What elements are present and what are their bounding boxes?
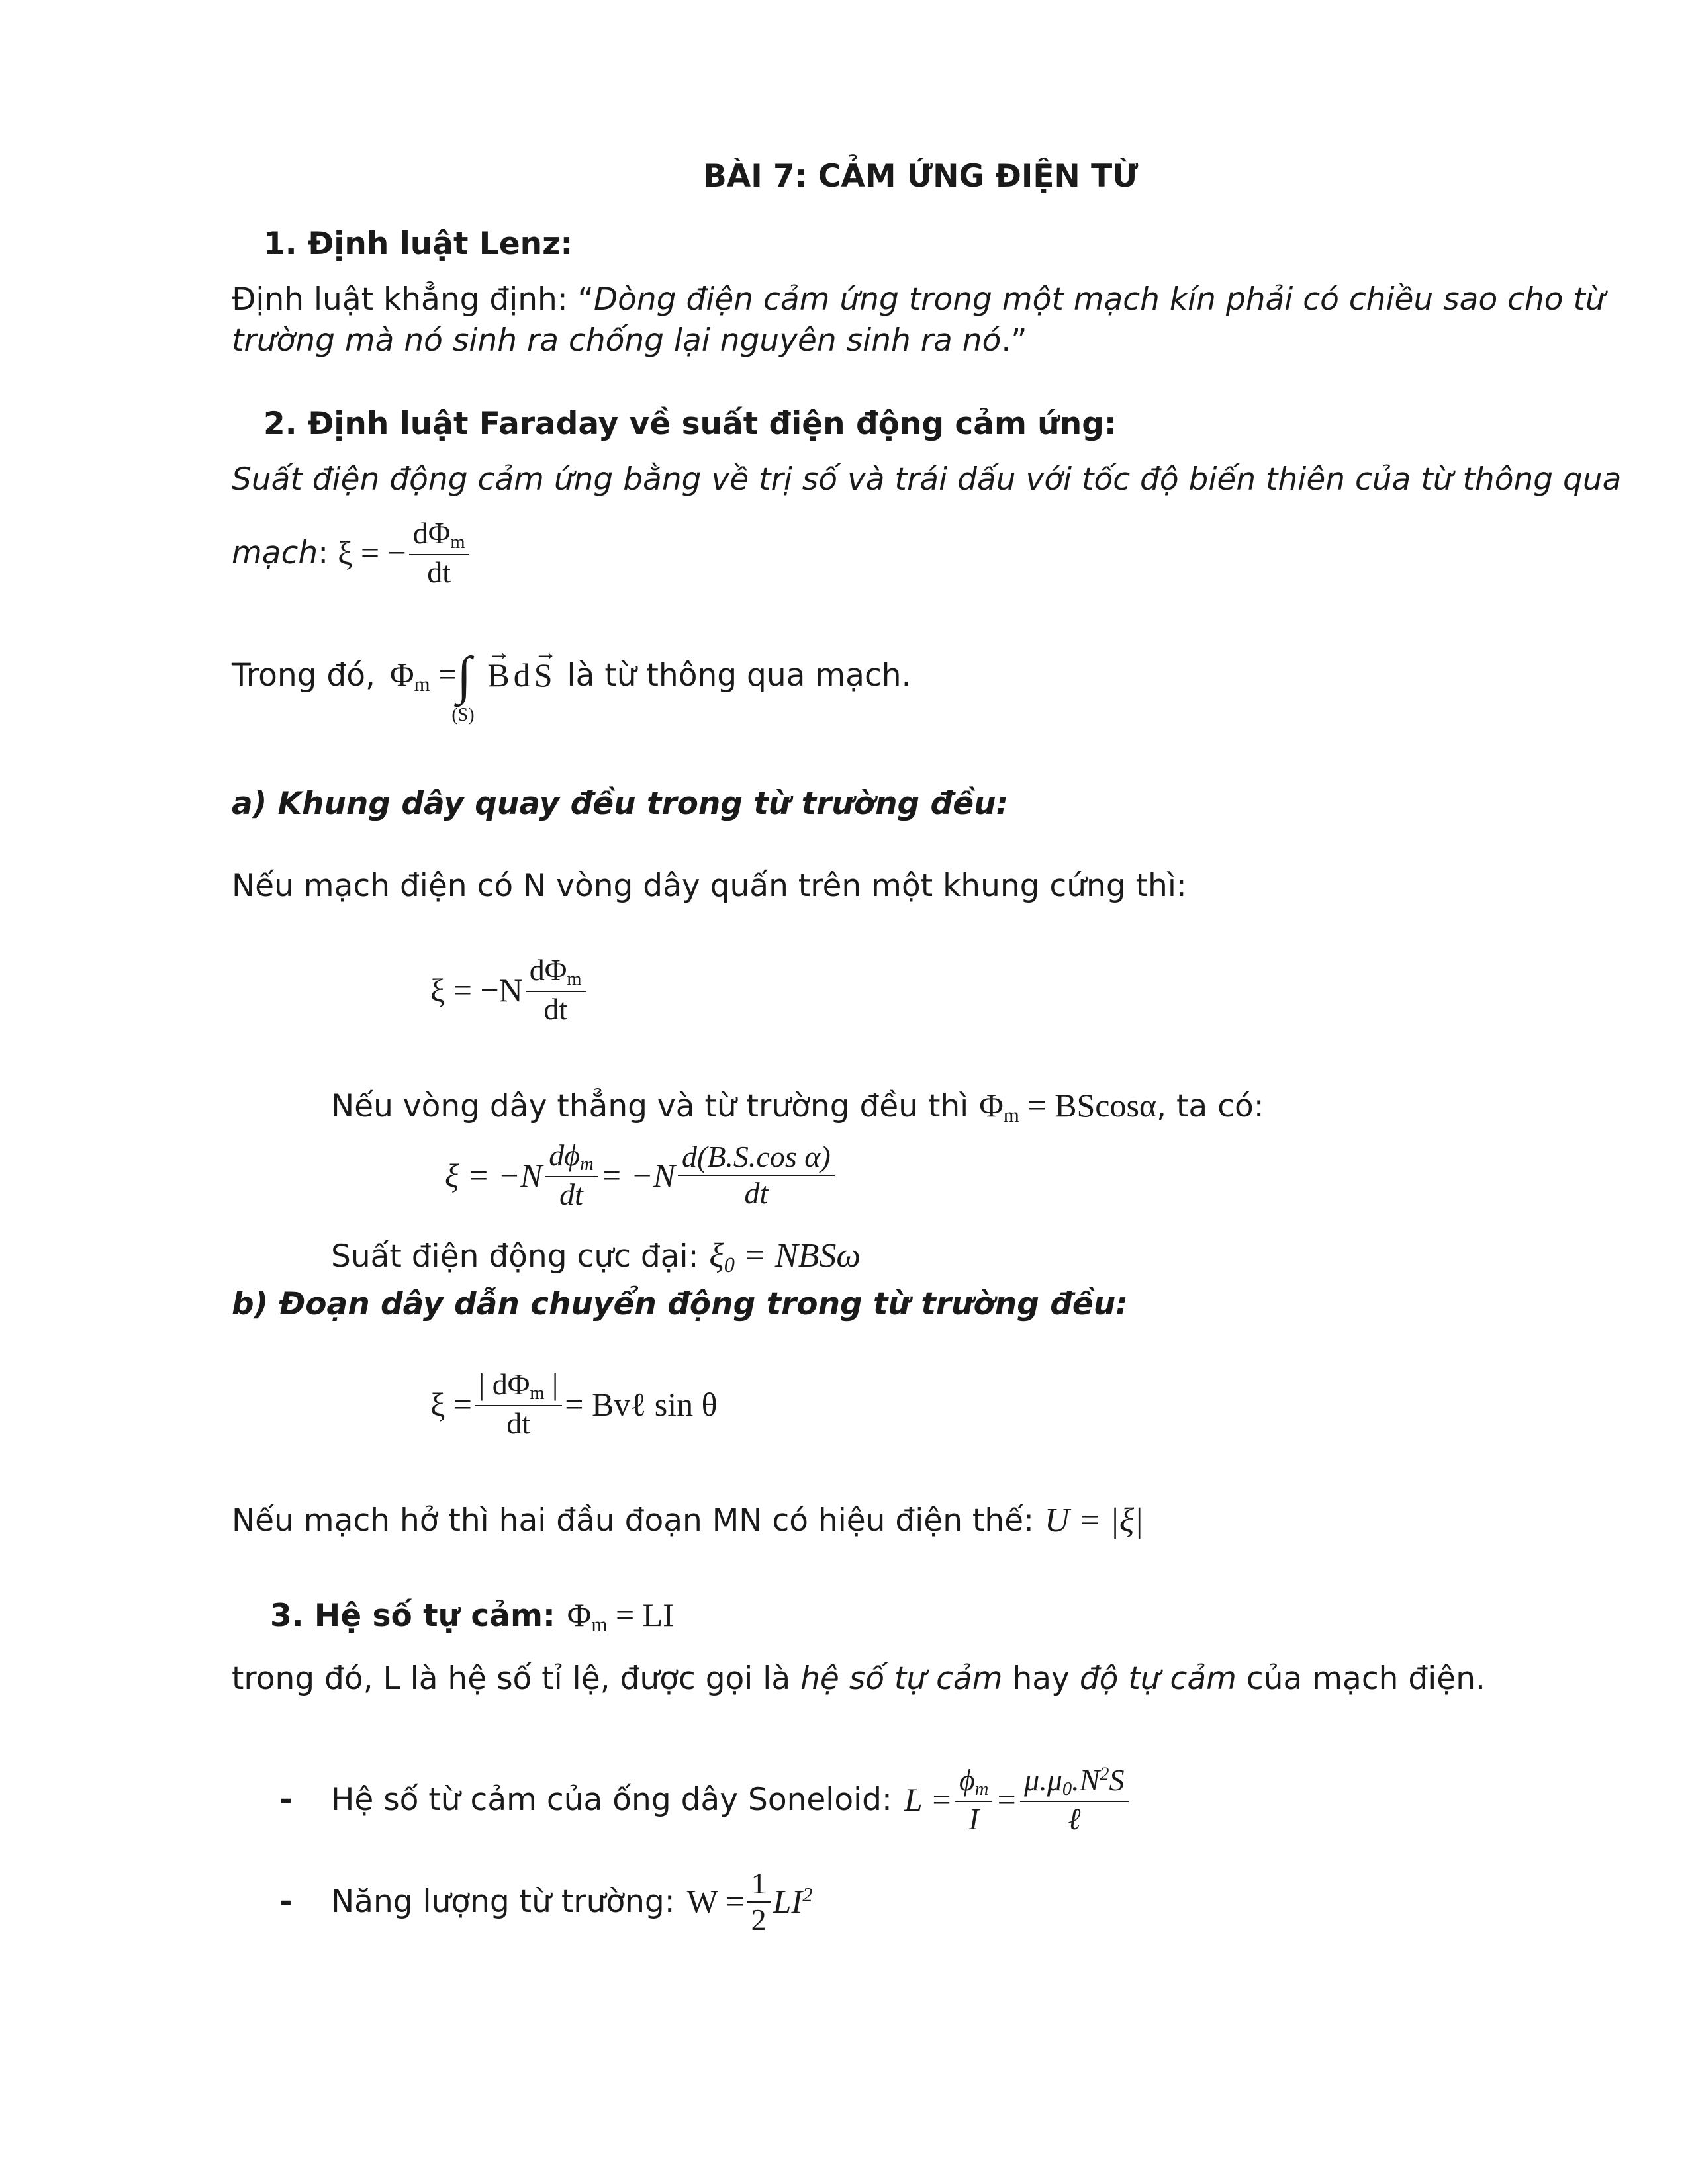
flat-coil-line	[331, 1087, 1264, 1126]
emf-denominator: dt	[427, 555, 451, 589]
eq3-fraction: $\frac{| d\Phi_m |}{dt}$	[475, 1367, 562, 1441]
section-2-heading: 2. Định luật Faraday về suất điện động cảm ứng:	[263, 406, 1117, 442]
bullet-solenoid: - Hệ số từ cảm của ống dây Soneloid: L = $\frac{\phi_m}{I}$ = $\frac{\mu.\mu_0.N^2S}{\text{ℓ}}$	[279, 1763, 1131, 1837]
section-3-heading-line	[270, 1596, 674, 1636]
eq3-rhs: = Bvℓ sin θ	[565, 1385, 718, 1423]
eq3-lhs: ξ =	[430, 1385, 472, 1423]
equation-emf-coil	[430, 953, 588, 1027]
faraday-formula-line	[232, 516, 472, 590]
max-emf-label: Suất điện động cực đại:	[331, 1238, 699, 1275]
eq2-fraction-1: $\frac{d\phi_m}{dt}$	[545, 1138, 597, 1212]
integral-limit: (S)	[451, 705, 475, 725]
flux-lhs: $\Phi_m$ =	[389, 655, 457, 696]
lenz-prefix: Định luật khẳng định: “	[232, 281, 594, 318]
section-a-intro: Nếu mạch điện có N vòng dây quấn trên một khung cứng thì:	[232, 868, 1187, 904]
solenoid-label: Hệ số từ cảm của ống dây Soneloid:	[331, 1781, 892, 1818]
eq1-lhs: ξ = −N	[430, 971, 523, 1009]
emf-numerator-sub: m	[450, 532, 465, 553]
max-emf-formula: $\xi_0 = NBS\omega$	[709, 1237, 861, 1277]
flux-suffix: là từ thông qua mạch.	[567, 657, 912, 694]
lenz-quote-line2: trường mà nó sinh ra chống lại nguyên sinh ra nó	[232, 322, 1002, 359]
open-circuit-formula: U = |ξ|	[1044, 1502, 1144, 1539]
open-circuit-text: Nếu mạch hở thì hai đầu đoạn MN có hiệu điện thế:	[232, 1502, 1034, 1539]
eq2-mid: = −N	[600, 1156, 675, 1194]
colon: :	[318, 534, 329, 571]
lenz-statement-line2	[232, 323, 1027, 359]
lenz-quote-line1: Dòng điện cảm ứng trong một mạch kín phải có chiều sao cho từ	[593, 281, 1605, 318]
term-self-inductance-coefficient: hệ số tự cảm	[800, 1661, 1003, 1697]
section-a-heading: a) Khung dây quay đều trong từ trường đều:	[232, 786, 1009, 822]
flux-integrand: → B d→ S	[487, 657, 552, 695]
inductance-formula: $\Phi_m$ = LI	[567, 1596, 674, 1636]
energy-fraction: $\frac{1}{2}$	[747, 1866, 771, 1938]
open-circuit-line	[232, 1501, 1143, 1541]
solenoid-fraction-2: $\frac{\mu.\mu_0.N^2S}{\text{ℓ}}$	[1020, 1763, 1128, 1837]
energy-rhs: $LI^2$	[773, 1883, 813, 1921]
flat-coil-prefix: Nếu vòng dây thẳng và từ trường đều thì	[331, 1088, 969, 1125]
page-title: BÀI 7: CẢM ỨNG ĐIỆN TỪ	[703, 158, 1139, 195]
flat-flux-formula: $\Phi_m = BScos\alpha$	[979, 1087, 1157, 1126]
section-b-heading: b) Đoạn dây dẫn chuyển động trong từ trường đều:	[232, 1286, 1128, 1322]
energy-label: Năng lượng từ trường:	[331, 1883, 675, 1920]
inductance-definition: trong đó, L là hệ số tỉ lệ, được gọi là hệ số tự cảm hay độ tự cảm của mạch điện.	[232, 1661, 1485, 1697]
flat-coil-suffix: , ta có:	[1156, 1088, 1264, 1125]
eq2-lhs: ξ = −N	[445, 1156, 543, 1194]
solenoid-fraction-1: $\frac{\phi_m}{I}$	[955, 1763, 992, 1837]
lenz-statement-line1	[232, 282, 1605, 318]
emf-lhs: ξ = −	[338, 534, 406, 572]
max-emf-line	[331, 1236, 861, 1277]
energy-lhs: W =	[686, 1883, 745, 1921]
bullet-dash: -	[279, 1781, 293, 1818]
eq1-fraction: $\frac{d\Phi_m}{dt}$	[526, 953, 586, 1027]
faraday-statement-line1: Suất điện động cảm ứng bằng về trị số và trái dấu với tốc độ biến thiên của từ thông qua	[232, 461, 1622, 498]
emf-fraction	[409, 516, 469, 590]
integral-sign: ∫ (S)	[451, 647, 475, 725]
section-3-heading: 3. Hệ số tự cảm:	[270, 1598, 555, 1635]
eq2-fraction-2: $\frac{\text{d(B.S.cos α)}}{dt}$	[678, 1140, 835, 1211]
bullet-energy	[279, 1866, 813, 1938]
solenoid-lhs: L =	[904, 1781, 953, 1819]
section-1-heading: 1. Định luật Lenz:	[263, 226, 573, 262]
term-self-inductance: độ tự cảm	[1079, 1661, 1237, 1697]
flux-prefix: Trong đó,	[232, 657, 375, 694]
bullet-dash: -	[279, 1883, 293, 1920]
emf-numerator: dΦ	[412, 516, 451, 550]
flux-definition-line	[232, 647, 912, 725]
equation-emf-rotating	[445, 1138, 837, 1212]
lenz-suffix: .”	[1001, 322, 1027, 359]
equation-emf-rod	[430, 1367, 718, 1441]
faraday-statement-line2: mạch	[232, 534, 318, 571]
